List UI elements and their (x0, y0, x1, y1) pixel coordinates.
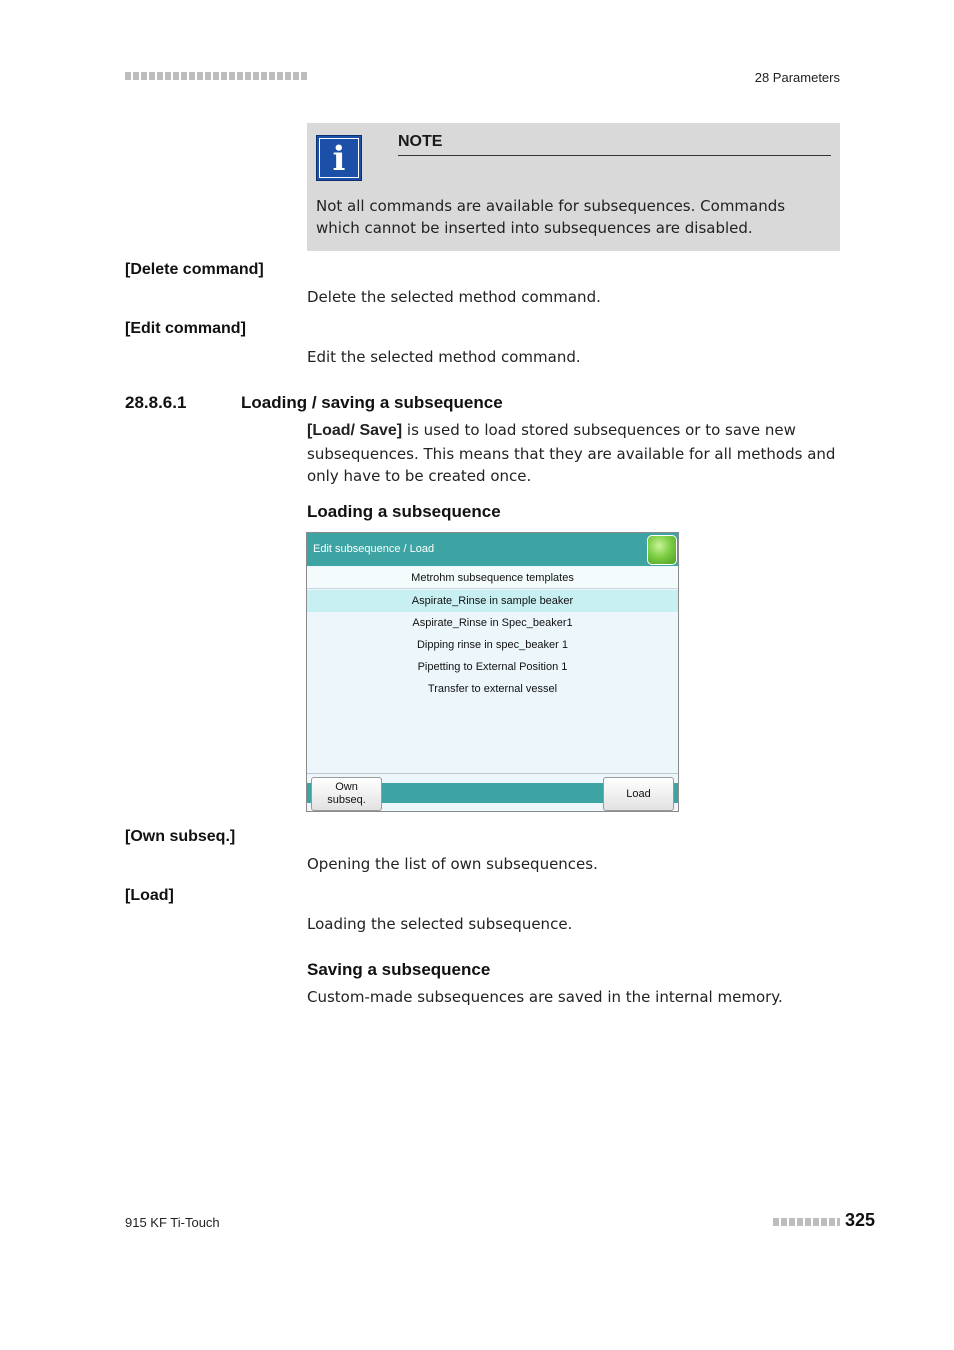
footer-product: 915 KF Ti-Touch (125, 1215, 220, 1230)
section-title: Loading / saving a subsequence (241, 393, 503, 412)
own-subseq-button[interactable] (311, 777, 382, 811)
desc-edit-command: Edit the selected method command. (307, 348, 581, 366)
note-title: NOTE (398, 133, 831, 156)
section-intro (307, 419, 840, 488)
list-item[interactable]: Aspirate_Rinse in Spec_beaker1 (412, 617, 573, 629)
list-header: Metrohm subsequence templates (307, 567, 678, 589)
own-subseq-label-line1: Own (335, 781, 358, 793)
intro-bold: [Load/ Save] (307, 422, 403, 439)
desc-own-subseq: Opening the list of own subsequences. (307, 855, 598, 873)
intro-text: is used to load stored subsequences or to save new subsequences. This means that they are available for all methods and only have to be created once. (307, 421, 836, 485)
note-text: Not all commands are available for subsequences. Commands which cannot be inserted into subsequences are disabled. (316, 197, 786, 237)
term-edit-command: [Edit command] (125, 320, 246, 337)
chapter-title: 28 Parameters (754, 70, 840, 85)
header-decoration (125, 72, 307, 80)
list-divider (307, 773, 678, 774)
term-own-subseq: [Own subseq.] (125, 828, 236, 845)
term-load: [Load] (125, 887, 174, 904)
note-box (307, 123, 840, 251)
loading-heading: Loading a subsequence (307, 502, 501, 521)
list-item[interactable]: Aspirate_Rinse in sample beaker (307, 590, 678, 612)
page-number: 325 (845, 1210, 876, 1230)
list-item[interactable]: Dipping rinse in spec_beaker 1 (416, 639, 569, 651)
device-screen (306, 532, 679, 812)
term-delete-command: [Delete command] (125, 261, 264, 278)
saving-text: Custom-made subsequences are saved in the internal memory. (307, 988, 783, 1006)
list-item[interactable]: Transfer to external vessel (427, 683, 558, 695)
info-icon: i (316, 135, 362, 181)
screen-title: Edit subsequence / Load (307, 533, 678, 566)
desc-delete-command: Delete the selected method command. (307, 288, 601, 306)
load-button[interactable]: Load (603, 777, 674, 811)
section-number: 28.8.6.1 (125, 393, 187, 412)
own-subseq-label-line2: subseq. (327, 794, 366, 806)
list-item[interactable]: Pipetting to External Position 1 (417, 661, 568, 673)
desc-load: Loading the selected subsequence. (307, 915, 573, 933)
footer-decoration (773, 1218, 840, 1226)
status-led-icon[interactable] (647, 535, 677, 565)
saving-heading: Saving a subsequence (307, 960, 491, 979)
